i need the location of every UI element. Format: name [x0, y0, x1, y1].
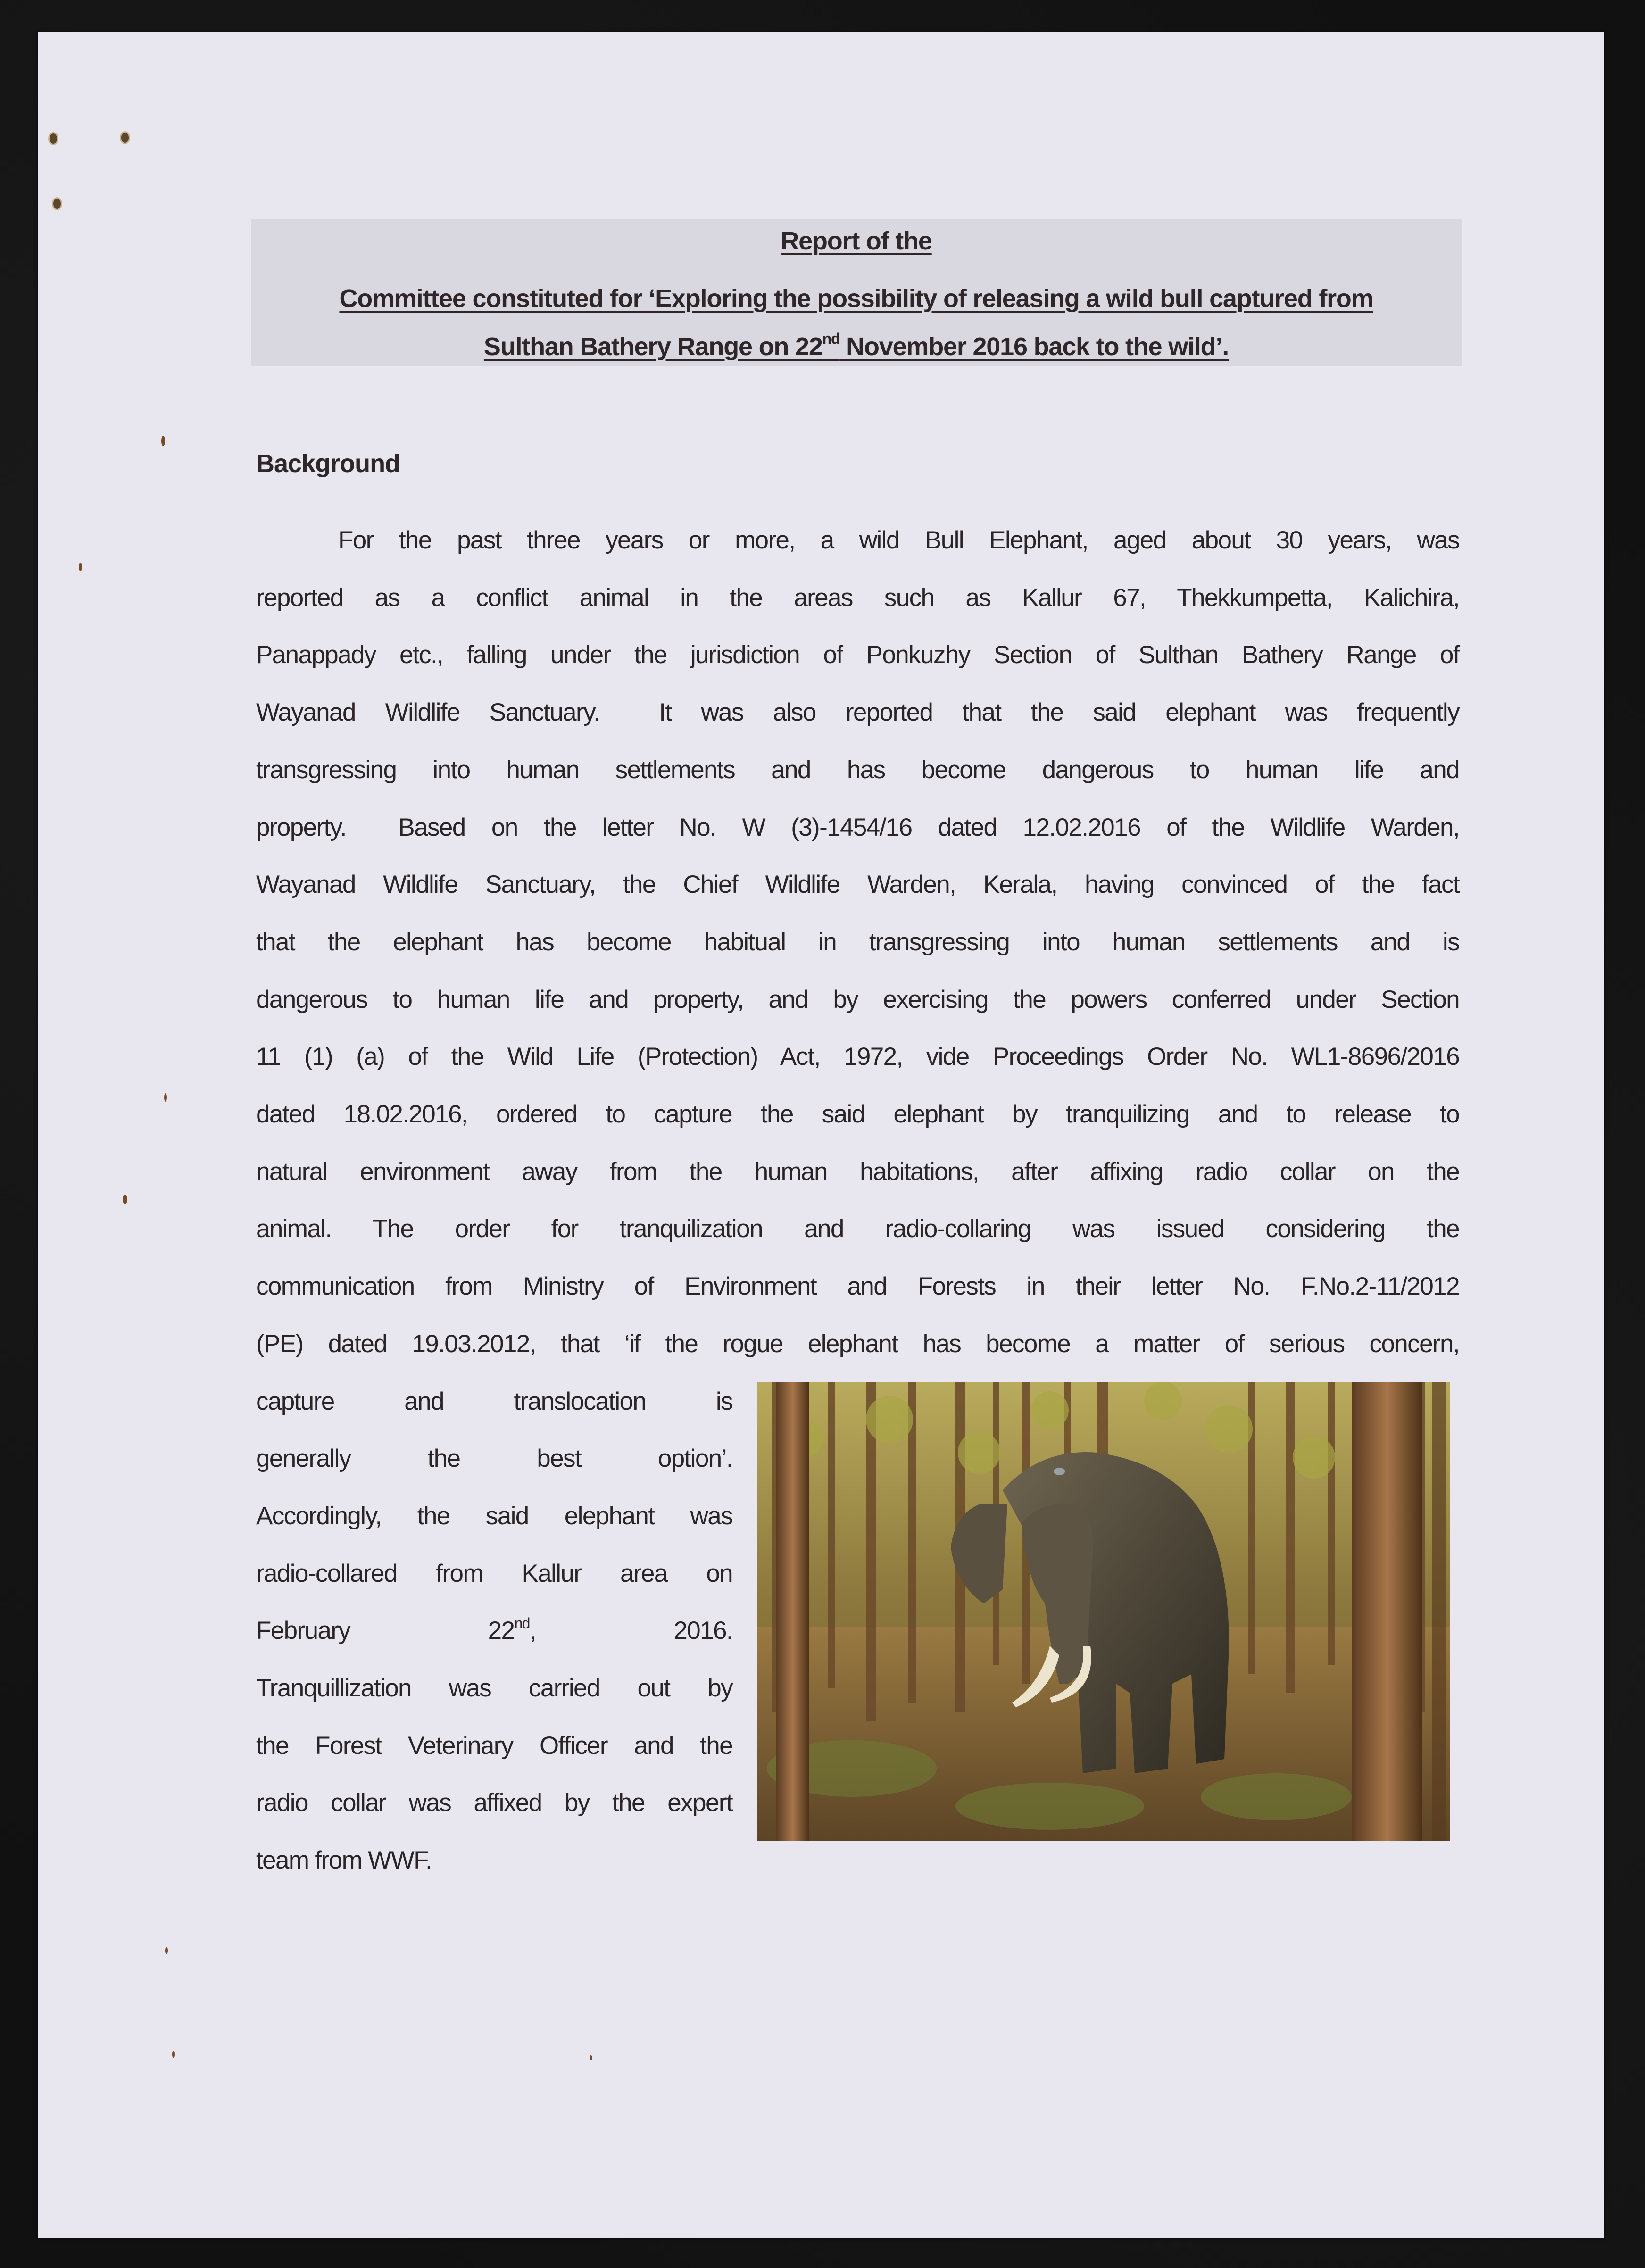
title-text-part: November 2016 back to the wild’.	[839, 332, 1229, 361]
paper-speck	[590, 2055, 592, 2060]
body-line: For the past three years or more, a wild Bull Elephant, aged about 30 years, was	[338, 526, 1459, 554]
body-line: dated 18.02.2016, ordered to capture the said elephant by tranquilizing and to release to	[256, 1100, 1459, 1128]
punch-hole	[48, 132, 58, 145]
column-line: team from WWF.	[256, 1846, 432, 1875]
body-line: property. Based on the letter No. W (3)-1454/16 dated 12.02.2016 of the Wildlife Warden,	[256, 813, 1459, 841]
body-line: reported as a conflict animal in the areas such as Kallur 67, Thekkumpetta, Kalichira,	[256, 583, 1459, 612]
body-line: natural environment away from the human habitations, after affixing radio collar on the	[256, 1157, 1459, 1186]
body-line: that the elephant has become habitual in transgressing into human settlements and is	[256, 928, 1459, 956]
body-line: Wayanad Wildlife Sanctuary, the Chief Wildlife Warden, Kerala, having convinced of the fact	[256, 871, 1459, 899]
paper-speck	[79, 563, 82, 571]
report-title-line-2	[251, 282, 1462, 315]
ordinal-superscript: nd	[822, 330, 840, 347]
elephant-photo	[757, 1382, 1450, 1841]
column-line: radio collar was affixed by the expert	[256, 1789, 732, 1817]
column-line: Tranquillization was carried out by	[256, 1674, 732, 1702]
body-line: transgressing into human settlements and has become dangerous to human life and	[256, 756, 1459, 784]
paper-speck	[172, 2051, 175, 2058]
report-title-text: Committee constituted for ‘Exploring the possibility of releasing a wild bull captured from	[339, 284, 1373, 313]
column-line: generally the best option’.	[256, 1445, 732, 1473]
column-line: capture and translocation is	[256, 1387, 732, 1415]
title-text-part: Sulthan Bathery Range on 22	[483, 332, 822, 361]
column-line-text: February 22	[256, 1617, 515, 1645]
column-line: Accordingly, the said elephant was	[256, 1502, 732, 1530]
elephant-photo-image	[757, 1382, 1450, 1841]
section-heading-background: Background	[256, 449, 400, 478]
column-line: the Forest Veterinary Officer and the	[256, 1731, 732, 1760]
punch-hole	[120, 131, 130, 144]
body-line: communication from Ministry of Environment and Forests in their letter No. F.No.2-11/2012	[256, 1272, 1459, 1301]
paper-speck	[165, 1947, 168, 1954]
paper-speck	[123, 1195, 127, 1204]
body-line: Wayanad Wildlife Sanctuary. It was also reported that the said elephant was frequently	[256, 698, 1459, 727]
column-line-text: , 2016.	[529, 1617, 732, 1645]
body-line: 11 (1) (a) of the Wild Life (Protection) Act, 1972, vide Proceedings Order No. WL1-8696/2016	[256, 1043, 1459, 1071]
body-line: (PE) dated 19.03.2012, that ‘if the rogue elephant has become a matter of serious concern,	[256, 1329, 1459, 1358]
ordinal-superscript: nd	[514, 1615, 530, 1632]
paper-speck	[161, 436, 165, 446]
column-line: radio-collared from Kallur area on	[256, 1559, 732, 1587]
report-title-line-3	[251, 330, 1462, 363]
body-line: Panappady etc., falling under the jurisdiction of Ponkuzhy Section of Sulthan Bathery Range of	[256, 641, 1459, 669]
body-line: dangerous to human life and property, and by exercising the powers conferred under Section	[256, 985, 1459, 1014]
column-line	[256, 1602, 732, 1660]
paper-speck	[164, 1093, 167, 1102]
report-title-text: Report of the	[781, 227, 932, 255]
report-title-text	[484, 332, 1229, 361]
punch-hole	[52, 197, 62, 210]
body-line: animal. The order for tranquilization and radio-collaring was issued considering the	[256, 1215, 1459, 1243]
report-title-line-1	[251, 224, 1462, 258]
